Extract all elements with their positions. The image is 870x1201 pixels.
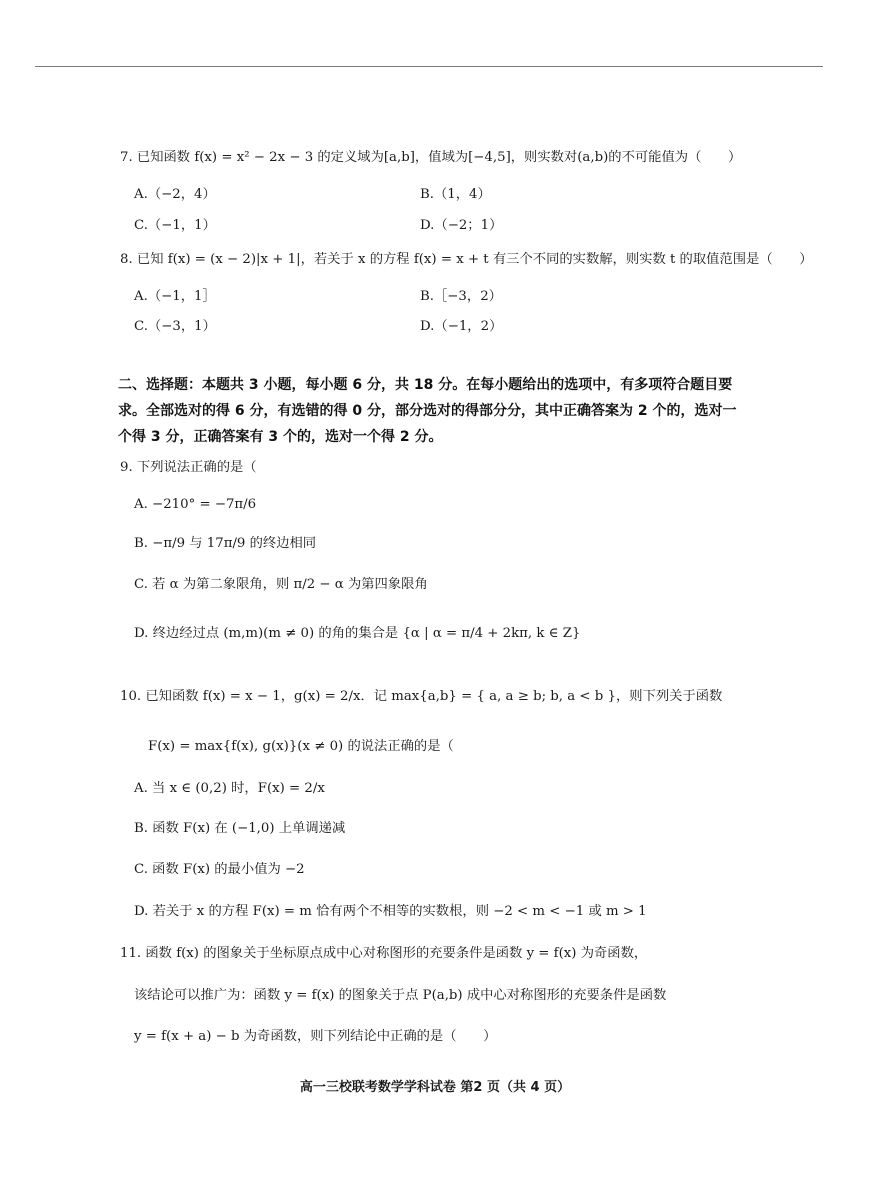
q9-stem: 9. 下列说法正确的是（: [120, 460, 257, 475]
q8-stem: 8. 已知 f(x) = (x − 2)|x + 1|，若关于 x 的方程 f(x) = x + t 有三个不同的实数解，则实数 t 的取值范围是（ ）: [120, 252, 813, 267]
q9-option-b: B. −π/9 与 17π/9 的终边相同: [134, 536, 317, 551]
q10-option-c: C. 函数 F(x) 的最小值为 −2: [134, 862, 305, 877]
q8-option-b: B.［−3，2）: [420, 289, 502, 304]
q10-option-b: B. 函数 F(x) 在 (−1,0) 上单调递减: [134, 821, 346, 836]
section2-heading: 二、选择题：本题共 3 小题，每小题 6 分，共 18 分。在每小题给出的选项中，有多项符合题目要求。全部选对的得 6 分，有选错的得 0 分，部分选对的得部分分，其中正确答案为 2 个的，选对一个得 3 分，正确答案有 3 个的，选对一个得 2 分。: [118, 377, 737, 445]
q10-option-a: A. 当 x ∈ (0,2) 时，F(x) = 2/x: [134, 781, 325, 796]
q11-line-2: 该结论可以推广为：函数 y = f(x) 的图象关于点 P(a,b) 成中心对称图形的充要条件是函数: [134, 988, 667, 1003]
q7-option-a: A.（−2，4）: [134, 187, 216, 202]
q7-option-d: D.（−2；1）: [420, 218, 503, 233]
header-rule: [35, 66, 823, 67]
q9-option-d: D. 终边经过点 (m,m)(m ≠ 0) 的角的集合是 {α | α = π/4 + 2kπ, k ∈ Z}: [134, 626, 581, 641]
q7-stem: 7. 已知函数 f(x) = x² − 2x − 3 的定义域为[a,b]，值域为[−4,5]，则实数对(a,b)的不可能值为（ ）: [120, 150, 742, 165]
q9-option-a: A. −210° = −7π/6: [134, 497, 257, 512]
q8-option-d: D.（−1，2）: [420, 319, 503, 334]
page-footer: 高一三校联考数学学科试卷 第2 页（共 4 页）: [299, 1080, 571, 1095]
q11-line-3: y = f(x + a) − b 为奇函数，则下列结论中正确的是（ ）: [134, 1029, 497, 1044]
q9-option-c: C. 若 α 为第二象限角，则 π/2 − α 为第四象限角: [134, 577, 428, 592]
q8-option-c: C.（−3，1）: [134, 319, 216, 334]
q7-option-b: B.（1，4）: [420, 187, 491, 202]
q7-option-c: C.（−1，1）: [134, 218, 216, 233]
q11-line-1: 11. 函数 f(x) 的图象关于坐标原点成中心对称图形的充要条件是函数 y = f(x) 为奇函数，: [120, 946, 648, 961]
q10-option-d: D. 若关于 x 的方程 F(x) = m 恰有两个不相等的实数根，则 −2 < m < −1 或 m > 1: [134, 904, 647, 919]
q8-option-a: A.（−1，1］: [134, 289, 216, 304]
q10-stem-2: F(x) = max{f(x), g(x)}(x ≠ 0) 的说法正确的是（: [148, 739, 454, 754]
q10-stem: 10. 已知函数 f(x) = x − 1，g(x) = 2/x．记 max{a,b} = { a, a ≥ b; b, a < b }，则下列关于函数: [120, 689, 723, 704]
